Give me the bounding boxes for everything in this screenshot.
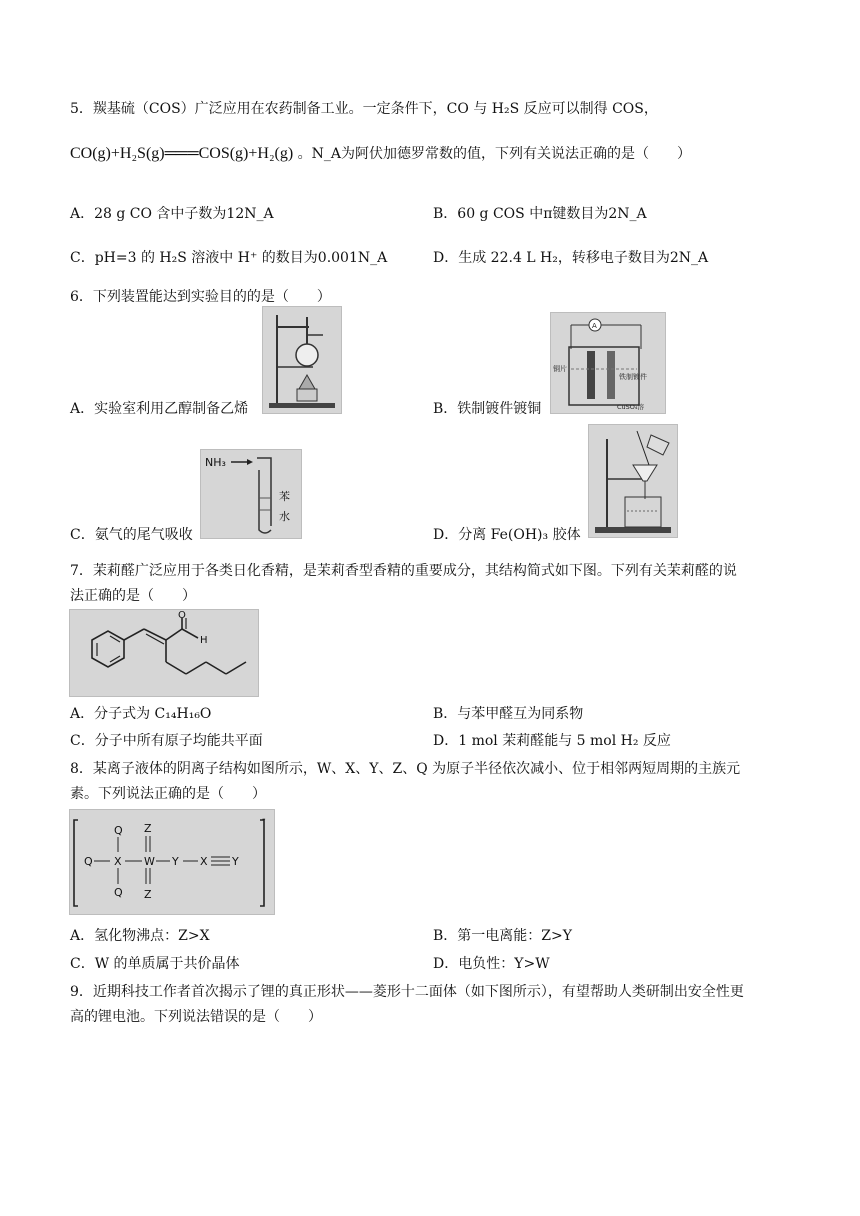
q6-stem: 6．下列装置能达到实验目的的是（ ） [70, 289, 331, 305]
q5-option-c: C．pH=3 的 H₂S 溶液中 H⁺ 的数目为0.001N_A [70, 250, 388, 266]
atom-x-nitrile: X [200, 855, 208, 868]
label-hydrogen: H [200, 635, 208, 646]
label-oxygen: O [178, 610, 186, 621]
q6-option-d: D．分离 Fe(OH)₃ 胶体 [433, 527, 581, 543]
label-benzene: 苯 [279, 490, 290, 503]
filtration-drawing [589, 425, 677, 537]
atom-q-bottom: Q [114, 886, 123, 899]
q7-option-c: C．分子中所有原子均能共平面 [70, 733, 263, 749]
jasminaldehyde-structure [70, 610, 258, 696]
q8-option-b: B．第一电离能：Z>Y [433, 928, 572, 944]
atom-q-top: Q [114, 824, 123, 837]
q6-option-c: C．氨气的尾气吸收 [70, 527, 193, 543]
q5-option-d: D．生成 22.4 L H₂，转移电子数目为2N_A [433, 250, 709, 266]
q6-figure-ammonia-absorption [200, 449, 302, 539]
atom-y-terminal: Y [232, 855, 239, 868]
electroplating-drawing [551, 313, 665, 413]
atom-z-bottom: Z [144, 888, 152, 901]
svg-text:A: A [592, 322, 597, 330]
atom-z-top: Z [144, 822, 152, 835]
atom-x-center: X [114, 855, 122, 868]
q6-option-b: B．铁制镀件镀铜 [433, 401, 542, 417]
anion-charge: - [262, 814, 266, 825]
q7-option-a: A．分子式为 C₁₄H₁₆O [70, 706, 212, 722]
label-iron-piece: 铁制镀件 [619, 373, 647, 381]
ethylene-apparatus-drawing [263, 307, 341, 413]
q5-stem-line2 [70, 143, 691, 163]
q7-stem-line1: 7．茉莉醛广泛应用于各类日化香精，是茉莉香型香精的重要成分，其结构简式如下图。下列有关茉莉醛的说 [70, 563, 737, 579]
q7-stem-line2: 法正确的是（ ） [70, 588, 196, 604]
q8-option-a: A．氢化物沸点：Z>X [70, 928, 210, 944]
atom-y-middle: Y [172, 855, 179, 868]
q8-stem-line2: 素。下列说法正确的是（ ） [70, 786, 266, 802]
q5-stem-line1 [70, 98, 658, 118]
ammonia-absorption-drawing [201, 450, 301, 538]
q8-option-d: D．电负性：Y>W [433, 956, 550, 972]
q5-option-a: A．28 g CO 含中子数为12N_A [70, 206, 274, 222]
label-water: 水 [279, 510, 290, 523]
q6-figure-electroplating [550, 312, 666, 414]
anion-structure-drawing [70, 810, 274, 914]
q8-figure-anion-structure [69, 809, 275, 915]
label-nh3: NH₃ [205, 456, 226, 469]
q9-stem-line1: 9．近期科技工作者首次揭示了锂的真正形状——菱形十二面体（如下图所示），有望帮助人类研制出安全性更 [70, 984, 744, 1000]
q8-stem-line1: 8．某离子液体的阴离子结构如图所示，W、X、Y、Z、Q 为原子半径依次减小、位于相邻两短周期的主族元 [70, 761, 741, 777]
q9-stem-line2: 高的锂电池。下列说法错误的是（ ） [70, 1009, 322, 1025]
atom-w: W [144, 855, 155, 868]
label-cuso4-solution: CuSO₄溶 [617, 403, 645, 411]
q8-option-c: C．W 的单质属于共价晶体 [70, 956, 240, 972]
q5-line1-text: 5．羰基硫（COS）广泛应用在农药制备工业。一定条件下，CO 与 H₂S 反应可以制得 COS， [70, 101, 658, 117]
q7-option-d: D．1 mol 茉莉醛能与 5 mol H₂ 反应 [433, 733, 671, 749]
q5-equation: CO(g)+H₂S(g)═══COS(g)+H₂(g) [70, 145, 294, 162]
label-copper-plate: 铜片 [553, 365, 567, 373]
q6-option-a: A．实验室利用乙醇制备乙烯 [70, 401, 249, 417]
q6-figure-filtration [588, 424, 678, 538]
q5-line2-tail: 。N_A为阿伏加德罗常数的值，下列有关说法正确的是（ ） [297, 146, 692, 162]
q5-option-b: B．60 g COS 中π键数目为2N_A [433, 206, 647, 222]
q7-figure-jasminaldehyde [69, 609, 259, 697]
q6-figure-ethylene-apparatus [262, 306, 342, 414]
atom-q-left: Q [84, 855, 93, 868]
q7-option-b: B．与苯甲醛互为同系物 [433, 706, 584, 722]
